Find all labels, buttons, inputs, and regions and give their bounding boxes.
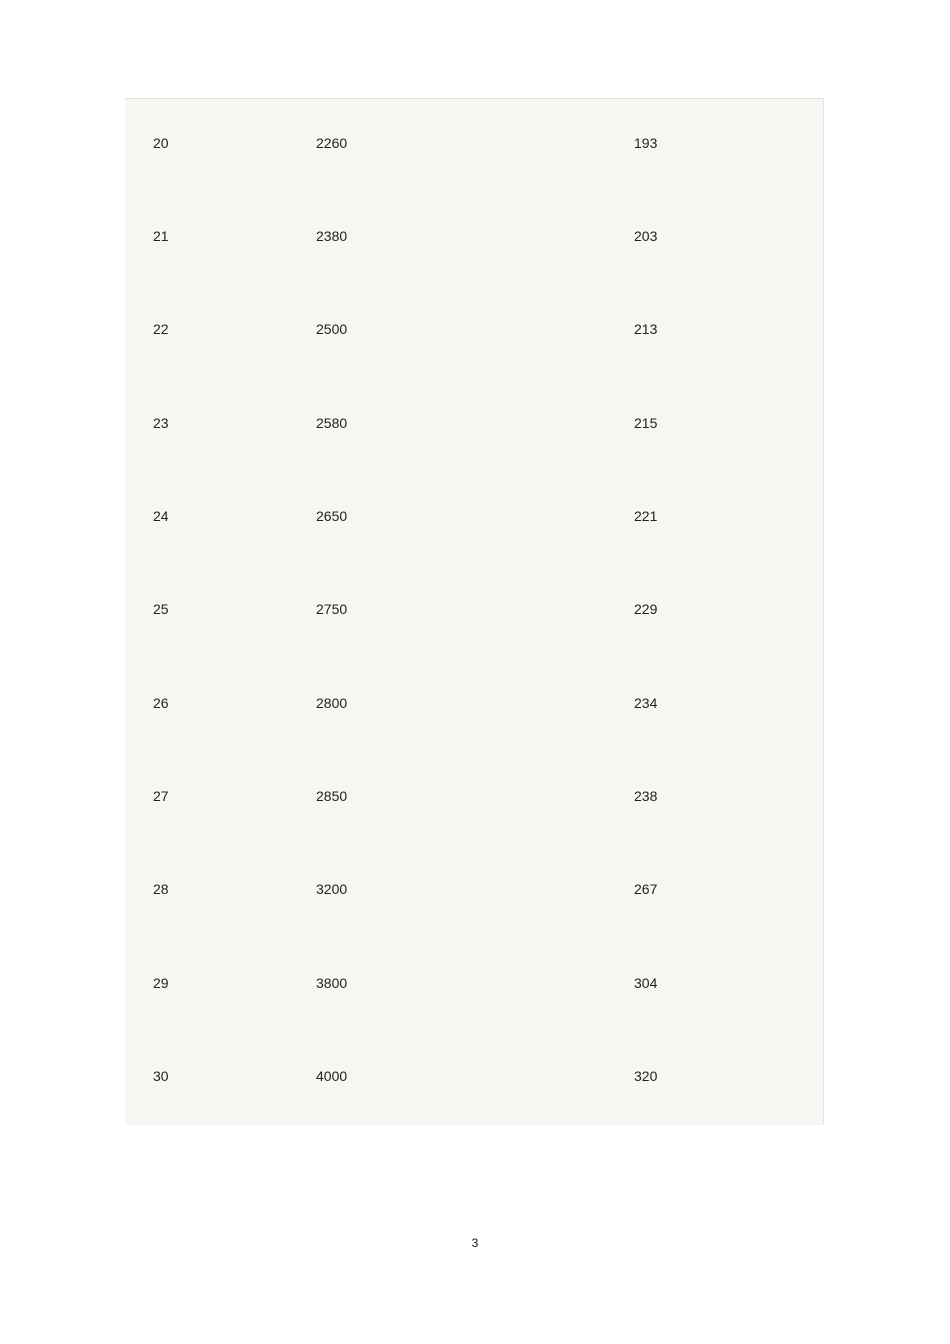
page-number: 3	[471, 1236, 479, 1250]
table-row	[125, 693, 823, 786]
table-cell: 4000	[316, 1068, 348, 1084]
table-cell: 2380	[316, 228, 348, 244]
table-row	[125, 506, 823, 599]
table-cell: 213	[634, 321, 658, 337]
table-row	[125, 786, 823, 879]
table-cell: 304	[634, 975, 658, 991]
table-cell: 221	[634, 508, 658, 524]
table-cell: 234	[634, 695, 658, 711]
table-row	[125, 319, 823, 412]
table-cell: 22	[153, 321, 169, 337]
table-cell: 2650	[316, 508, 348, 524]
table-cell: 24	[153, 508, 169, 524]
table-cell: 28	[153, 881, 169, 897]
table-cell: 2500	[316, 321, 348, 337]
table-cell: 21	[153, 228, 169, 244]
table-row	[125, 133, 823, 226]
table-cell: 229	[634, 601, 658, 617]
table-cell: 26	[153, 695, 169, 711]
table-cell: 3200	[316, 881, 348, 897]
table-cell: 203	[634, 228, 658, 244]
table-cell: 3800	[316, 975, 348, 991]
table-cell: 25	[153, 601, 169, 617]
table-cell: 238	[634, 788, 658, 804]
table-cell: 29	[153, 975, 169, 991]
table-row	[125, 226, 823, 319]
table-cell: 267	[634, 881, 658, 897]
data-table	[125, 98, 824, 1125]
table-cell: 27	[153, 788, 169, 804]
table-cell: 320	[634, 1068, 658, 1084]
table-cell: 30	[153, 1068, 169, 1084]
table-row	[125, 1066, 823, 1159]
table-cell: 2800	[316, 695, 348, 711]
table-cell: 2580	[316, 415, 348, 431]
table-cell: 2850	[316, 788, 348, 804]
table-cell: 193	[634, 135, 658, 151]
table-cell: 2260	[316, 135, 348, 151]
table-cell: 23	[153, 415, 169, 431]
table-row	[125, 599, 823, 692]
table-cell: 215	[634, 415, 658, 431]
table-row	[125, 413, 823, 506]
table-cell: 2750	[316, 601, 348, 617]
table-cell: 20	[153, 135, 169, 151]
table-row	[125, 973, 823, 1066]
table-row	[125, 879, 823, 972]
